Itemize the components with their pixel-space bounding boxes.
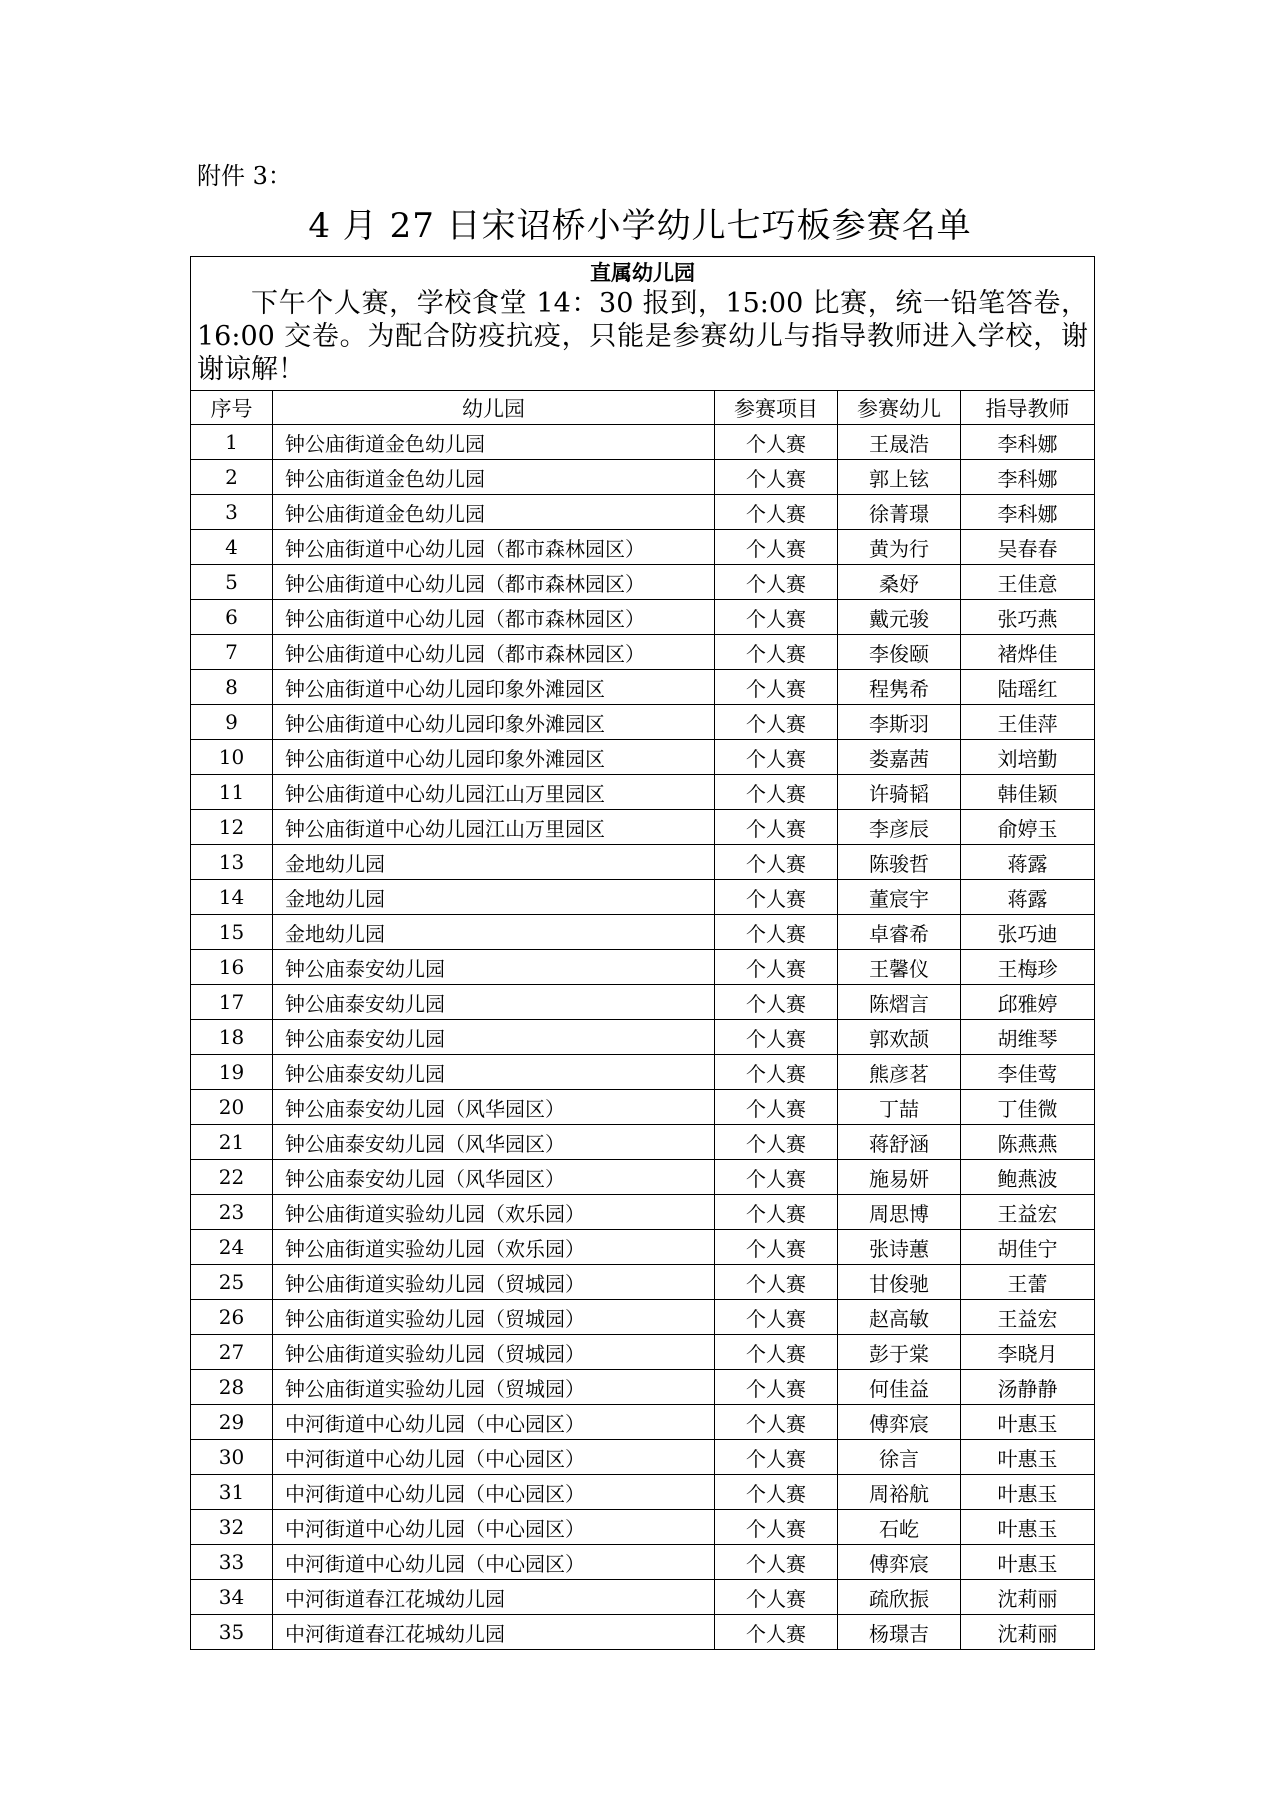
cell-teacher: 陆瑶红: [961, 670, 1095, 705]
table-row: [191, 425, 1095, 460]
table-row: [191, 495, 1095, 530]
table-row: [191, 1510, 1095, 1545]
cell-event: 个人赛: [715, 705, 838, 740]
notice-section: [191, 257, 1095, 391]
table-row: [191, 460, 1095, 495]
table-row: [191, 1230, 1095, 1265]
cell-number: 27: [191, 1335, 273, 1370]
cell-teacher: 俞婷玉: [961, 810, 1095, 845]
cell-child: 熊彦茗: [838, 1055, 961, 1090]
cell-number: 11: [191, 775, 273, 810]
cell-teacher: 陈燕燕: [961, 1125, 1095, 1160]
cell-event: 个人赛: [715, 1615, 838, 1650]
table-row: [191, 670, 1095, 705]
table-row: [191, 1300, 1095, 1335]
cell-child: 周裕航: [838, 1475, 961, 1510]
table-row: [191, 1615, 1095, 1650]
cell-kindergarten: 钟公庙泰安幼儿园: [273, 1020, 715, 1055]
cell-child: 李彦辰: [838, 810, 961, 845]
cell-child: 桑妤: [838, 565, 961, 600]
table-row: [191, 1405, 1095, 1440]
cell-teacher: 刘培勤: [961, 740, 1095, 775]
cell-event: 个人赛: [715, 1300, 838, 1335]
cell-teacher: 王佳意: [961, 565, 1095, 600]
table-row: [191, 810, 1095, 845]
cell-event: 个人赛: [715, 635, 838, 670]
cell-child: 蒋舒涵: [838, 1125, 961, 1160]
cell-kindergarten: 中河街道中心幼儿园（中心园区）: [273, 1475, 715, 1510]
cell-child: 徐言: [838, 1440, 961, 1475]
column-header-number: 序号: [191, 391, 273, 425]
table-row: [191, 1195, 1095, 1230]
table-row: [191, 985, 1095, 1020]
notice-text: 下午个人赛，学校食堂 14：30 报到，15:00 比赛，统一铅笔答卷，16:00 交卷。为配合防疫抗疫，只能是参赛幼儿与指导教师进入学校，谢谢谅解！: [197, 288, 1089, 385]
cell-number: 20: [191, 1090, 273, 1125]
cell-number: 32: [191, 1510, 273, 1545]
cell-number: 3: [191, 495, 273, 530]
cell-kindergarten: 中河街道中心幼儿园（中心园区）: [273, 1440, 715, 1475]
cell-kindergarten: 钟公庙街道中心幼儿园印象外滩园区: [273, 670, 715, 705]
cell-event: 个人赛: [715, 845, 838, 880]
cell-number: 4: [191, 530, 273, 565]
cell-teacher: 沈莉丽: [961, 1580, 1095, 1615]
cell-number: 35: [191, 1615, 273, 1650]
cell-kindergarten: 中河街道中心幼儿园（中心园区）: [273, 1545, 715, 1580]
cell-event: 个人赛: [715, 810, 838, 845]
cell-child: 傅弈宸: [838, 1545, 961, 1580]
cell-kindergarten: 钟公庙街道中心幼儿园（都市森林园区）: [273, 530, 715, 565]
participant-table: [190, 256, 1095, 1650]
cell-event: 个人赛: [715, 1055, 838, 1090]
cell-teacher: 韩佳颖: [961, 775, 1095, 810]
cell-teacher: 王蕾: [961, 1265, 1095, 1300]
cell-kindergarten: 中河街道春江花城幼儿园: [273, 1580, 715, 1615]
cell-number: 8: [191, 670, 273, 705]
cell-number: 7: [191, 635, 273, 670]
cell-teacher: 王佳萍: [961, 705, 1095, 740]
cell-child: 周思博: [838, 1195, 961, 1230]
cell-child: 赵高敏: [838, 1300, 961, 1335]
cell-number: 28: [191, 1370, 273, 1405]
table-header-row: [191, 391, 1095, 425]
section-heading: 直属幼儿园: [590, 261, 696, 285]
table-row: [191, 565, 1095, 600]
cell-kindergarten: 中河街道中心幼儿园（中心园区）: [273, 1405, 715, 1440]
cell-kindergarten: 钟公庙街道实验幼儿园（贸城园）: [273, 1335, 715, 1370]
cell-teacher: 褚烨佳: [961, 635, 1095, 670]
cell-number: 31: [191, 1475, 273, 1510]
column-header-teacher: 指导教师: [961, 391, 1095, 425]
cell-child: 卓睿希: [838, 915, 961, 950]
cell-number: 25: [191, 1265, 273, 1300]
cell-teacher: 叶惠玉: [961, 1440, 1095, 1475]
cell-number: 17: [191, 985, 273, 1020]
cell-kindergarten: 钟公庙街道金色幼儿园: [273, 495, 715, 530]
table-row: [191, 1580, 1095, 1615]
cell-child: 张诗蕙: [838, 1230, 961, 1265]
cell-event: 个人赛: [715, 1195, 838, 1230]
cell-event: 个人赛: [715, 1265, 838, 1300]
cell-number: 34: [191, 1580, 273, 1615]
cell-number: 9: [191, 705, 273, 740]
cell-teacher: 沈莉丽: [961, 1615, 1095, 1650]
cell-event: 个人赛: [715, 1230, 838, 1265]
cell-event: 个人赛: [715, 565, 838, 600]
cell-kindergarten: 钟公庙街道中心幼儿园江山万里园区: [273, 810, 715, 845]
cell-number: 13: [191, 845, 273, 880]
cell-kindergarten: 中河街道春江花城幼儿园: [273, 1615, 715, 1650]
cell-number: 6: [191, 600, 273, 635]
cell-teacher: 李科娜: [961, 460, 1095, 495]
cell-kindergarten: 钟公庙街道金色幼儿园: [273, 425, 715, 460]
cell-teacher: 汤静静: [961, 1370, 1095, 1405]
cell-number: 22: [191, 1160, 273, 1195]
cell-child: 丁喆: [838, 1090, 961, 1125]
cell-child: 娄嘉茜: [838, 740, 961, 775]
cell-child: 郭上铉: [838, 460, 961, 495]
cell-kindergarten: 钟公庙街道中心幼儿园（都市森林园区）: [273, 600, 715, 635]
cell-kindergarten: 钟公庙街道实验幼儿园（欢乐园）: [273, 1230, 715, 1265]
cell-kindergarten: 钟公庙泰安幼儿园（风华园区）: [273, 1090, 715, 1125]
cell-child: 戴元骏: [838, 600, 961, 635]
cell-teacher: 王益宏: [961, 1195, 1095, 1230]
cell-child: 施易妍: [838, 1160, 961, 1195]
cell-child: 陈骏哲: [838, 845, 961, 880]
cell-number: 1: [191, 425, 273, 460]
cell-number: 24: [191, 1230, 273, 1265]
cell-number: 21: [191, 1125, 273, 1160]
table-row: [191, 600, 1095, 635]
cell-event: 个人赛: [715, 425, 838, 460]
cell-child: 程隽希: [838, 670, 961, 705]
cell-number: 12: [191, 810, 273, 845]
table-row: [191, 1020, 1095, 1055]
cell-event: 个人赛: [715, 1020, 838, 1055]
table-row: [191, 915, 1095, 950]
cell-teacher: 邱雅婷: [961, 985, 1095, 1020]
cell-number: 10: [191, 740, 273, 775]
cell-kindergarten: 钟公庙街道金色幼儿园: [273, 460, 715, 495]
cell-teacher: 吴春春: [961, 530, 1095, 565]
table-row: [191, 1125, 1095, 1160]
cell-child: 陈熠言: [838, 985, 961, 1020]
cell-teacher: 蒋露: [961, 880, 1095, 915]
cell-teacher: 鲍燕波: [961, 1160, 1095, 1195]
cell-kindergarten: 金地幼儿园: [273, 915, 715, 950]
cell-child: 石屹: [838, 1510, 961, 1545]
cell-kindergarten: 钟公庙街道中心幼儿园印象外滩园区: [273, 705, 715, 740]
cell-event: 个人赛: [715, 1370, 838, 1405]
cell-kindergarten: 钟公庙泰安幼儿园: [273, 950, 715, 985]
cell-kindergarten: 金地幼儿园: [273, 845, 715, 880]
cell-teacher: 叶惠玉: [961, 1545, 1095, 1580]
cell-number: 29: [191, 1405, 273, 1440]
page-title: 4 月 27 日宋诏桥小学幼儿七巧板参赛名单: [308, 206, 972, 246]
table-row: [191, 880, 1095, 915]
cell-event: 个人赛: [715, 1405, 838, 1440]
cell-teacher: 李科娜: [961, 495, 1095, 530]
cell-event: 个人赛: [715, 1090, 838, 1125]
cell-child: 郭欢颉: [838, 1020, 961, 1055]
cell-kindergarten: 钟公庙泰安幼儿园: [273, 985, 715, 1020]
cell-child: 王馨仪: [838, 950, 961, 985]
table-row: [191, 1055, 1095, 1090]
cell-kindergarten: 钟公庙泰安幼儿园（风华园区）: [273, 1125, 715, 1160]
table-row: [191, 775, 1095, 810]
cell-child: 傅弈宸: [838, 1405, 961, 1440]
cell-event: 个人赛: [715, 880, 838, 915]
cell-number: 18: [191, 1020, 273, 1055]
cell-teacher: 胡佳宁: [961, 1230, 1095, 1265]
cell-child: 何佳益: [838, 1370, 961, 1405]
cell-event: 个人赛: [715, 1440, 838, 1475]
cell-teacher: 李佳莺: [961, 1055, 1095, 1090]
cell-event: 个人赛: [715, 670, 838, 705]
table-row: [191, 740, 1095, 775]
cell-kindergarten: 钟公庙街道实验幼儿园（贸城园）: [273, 1300, 715, 1335]
cell-teacher: 张巧燕: [961, 600, 1095, 635]
cell-kindergarten: 中河街道中心幼儿园（中心园区）: [273, 1510, 715, 1545]
cell-kindergarten: 钟公庙街道实验幼儿园（贸城园）: [273, 1265, 715, 1300]
table-row: [191, 1160, 1095, 1195]
cell-event: 个人赛: [715, 495, 838, 530]
table-row: [191, 635, 1095, 670]
cell-child: 董宸宇: [838, 880, 961, 915]
cell-teacher: 张巧迪: [961, 915, 1095, 950]
table-row: [191, 530, 1095, 565]
cell-child: 许骑韬: [838, 775, 961, 810]
cell-number: 30: [191, 1440, 273, 1475]
table-row: [191, 1335, 1095, 1370]
cell-number: 33: [191, 1545, 273, 1580]
cell-child: 疏欣振: [838, 1580, 961, 1615]
column-header-kindergarten: 幼儿园: [273, 391, 715, 425]
cell-number: 14: [191, 880, 273, 915]
cell-teacher: 王益宏: [961, 1300, 1095, 1335]
cell-child: 杨璟吉: [838, 1615, 961, 1650]
cell-kindergarten: 金地幼儿园: [273, 880, 715, 915]
cell-kindergarten: 钟公庙街道中心幼儿园印象外滩园区: [273, 740, 715, 775]
table-row: [191, 1090, 1095, 1125]
cell-teacher: 李晓月: [961, 1335, 1095, 1370]
cell-teacher: 叶惠玉: [961, 1510, 1095, 1545]
cell-teacher: 叶惠玉: [961, 1405, 1095, 1440]
cell-event: 个人赛: [715, 1545, 838, 1580]
table-row: [191, 705, 1095, 740]
cell-event: 个人赛: [715, 530, 838, 565]
cell-teacher: 李科娜: [961, 425, 1095, 460]
cell-teacher: 叶惠玉: [961, 1475, 1095, 1510]
cell-kindergarten: 钟公庙街道实验幼儿园（贸城园）: [273, 1370, 715, 1405]
table-row: [191, 950, 1095, 985]
cell-number: 16: [191, 950, 273, 985]
cell-event: 个人赛: [715, 985, 838, 1020]
cell-event: 个人赛: [715, 1160, 838, 1195]
cell-number: 23: [191, 1195, 273, 1230]
cell-kindergarten: 钟公庙街道实验幼儿园（欢乐园）: [273, 1195, 715, 1230]
cell-event: 个人赛: [715, 1475, 838, 1510]
cell-teacher: 丁佳微: [961, 1090, 1095, 1125]
cell-child: 李俊颐: [838, 635, 961, 670]
attachment-label: 附件 3：: [197, 162, 292, 190]
cell-kindergarten: 钟公庙街道中心幼儿园江山万里园区: [273, 775, 715, 810]
cell-event: 个人赛: [715, 1125, 838, 1160]
cell-event: 个人赛: [715, 915, 838, 950]
cell-child: 甘俊驰: [838, 1265, 961, 1300]
column-header-child: 参赛幼儿: [838, 391, 961, 425]
column-header-event: 参赛项目: [715, 391, 838, 425]
cell-child: 徐菁璟: [838, 495, 961, 530]
cell-number: 15: [191, 915, 273, 950]
cell-number: 2: [191, 460, 273, 495]
cell-teacher: 胡维琴: [961, 1020, 1095, 1055]
cell-child: 李斯羽: [838, 705, 961, 740]
table-row: [191, 845, 1095, 880]
table-row: [191, 1475, 1095, 1510]
cell-event: 个人赛: [715, 460, 838, 495]
cell-event: 个人赛: [715, 1580, 838, 1615]
table-row: [191, 1370, 1095, 1405]
table-row: [191, 1440, 1095, 1475]
cell-event: 个人赛: [715, 740, 838, 775]
cell-number: 19: [191, 1055, 273, 1090]
cell-teacher: 王梅珍: [961, 950, 1095, 985]
cell-event: 个人赛: [715, 775, 838, 810]
cell-event: 个人赛: [715, 1335, 838, 1370]
cell-teacher: 蒋露: [961, 845, 1095, 880]
cell-event: 个人赛: [715, 1510, 838, 1545]
cell-child: 黄为行: [838, 530, 961, 565]
cell-event: 个人赛: [715, 600, 838, 635]
table-row: [191, 1545, 1095, 1580]
cell-kindergarten: 钟公庙街道中心幼儿园（都市森林园区）: [273, 635, 715, 670]
cell-kindergarten: 钟公庙泰安幼儿园（风华园区）: [273, 1160, 715, 1195]
cell-child: 彭于棠: [838, 1335, 961, 1370]
cell-kindergarten: 钟公庙泰安幼儿园: [273, 1055, 715, 1090]
cell-kindergarten: 钟公庙街道中心幼儿园（都市森林园区）: [273, 565, 715, 600]
cell-number: 26: [191, 1300, 273, 1335]
cell-child: 王晟浩: [838, 425, 961, 460]
table-row: [191, 1265, 1095, 1300]
cell-event: 个人赛: [715, 950, 838, 985]
cell-number: 5: [191, 565, 273, 600]
